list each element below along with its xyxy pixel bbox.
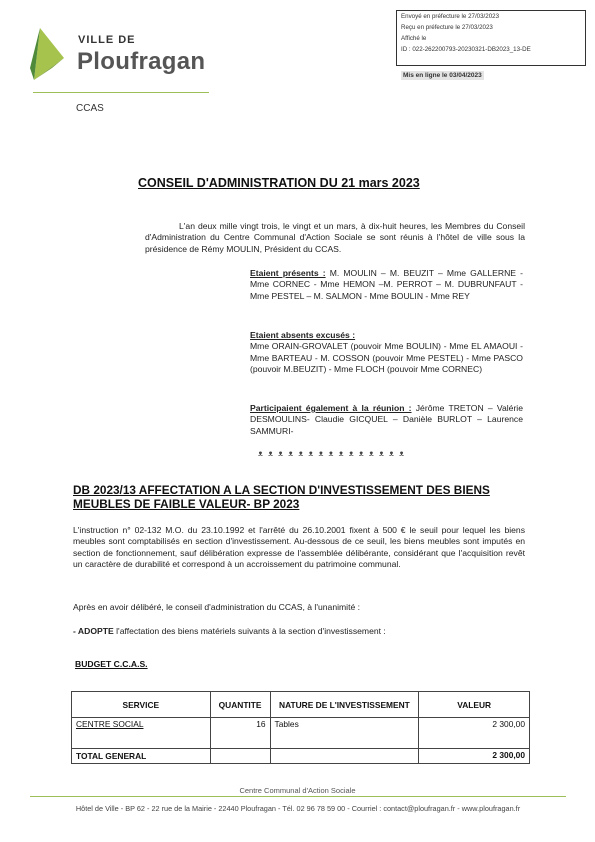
stamp-line-sent: Envoyé en préfecture le 27/03/2023: [401, 13, 500, 20]
footer-organization: Centre Communal d'Action Sociale: [239, 786, 356, 795]
ploufragan-logo-icon: [30, 28, 70, 84]
table-total-row: [72, 749, 530, 764]
logo-divider: [33, 92, 209, 93]
logo-ville-text: VILLE DE: [78, 34, 136, 46]
participants-section: [250, 403, 523, 437]
intro-paragraph: L'an deux mille vingt trois, le vingt et un mars, à dix-huit heures, les Membres du Conseil d'Administration du Centre Communal d'Action Sociale se sont réunis à l'hôtel de ville sous la présidence de Rémy MOULIN, Président du CCAS.: [145, 221, 525, 254]
participants-label: Participaient également à la réunion :: [250, 403, 412, 413]
deliberation-decision-intro: Après en avoir délibéré, le conseil d'administration du CCAS, à l'unanimité :: [73, 602, 361, 612]
total-label: TOTAL GENERAL: [72, 749, 211, 764]
total-empty-2: [270, 749, 419, 764]
deliberation-paragraph: L'instruction n° 02-132 M.O. du 23.10.1992 et l'arrêté du 26.10.2001 fixent à 500 € le seuil pour lequel les biens meubles sont comptabilisés en section d'investissement. Au-dessous de ce seuil, les biens meubles sont imputés en section de fonctionnement, sauf délibération expresse de l'assemblée délibérante, considérant que l'acquisition revêt un caractère de durabilité et correspond à un accroissement du patrimoine communal.: [73, 525, 525, 569]
presents-label: Etaient présents :: [250, 268, 326, 278]
stamp-line-posted: Affiché le: [401, 35, 427, 42]
footer-address: Hôtel de Ville - BP 62 - 22 rue de la Mairie - 22440 Ploufragan - Tél. 02 96 78 59 00 - Courriel : contact@ploufragan.fr - www.ploufragan.fr: [75, 804, 521, 813]
organization-label: CCAS: [76, 103, 104, 114]
footer-divider: [30, 796, 566, 797]
budget-label: BUDGET C.C.A.S.: [75, 659, 148, 669]
cell-service: CENTRE SOCIAL: [72, 718, 211, 749]
online-date: Mis en ligne le 03/04/2023: [403, 72, 482, 79]
prefecture-stamp: [396, 10, 586, 66]
stamp-line-id: ID : 022-262200793-20230321-DB2023_13-DE: [401, 46, 531, 53]
adopte-line: [73, 626, 525, 637]
absents-section: [250, 330, 523, 375]
table-header-row: [72, 692, 530, 718]
participants-text: Jérôme TRETON – Valérie DESMOULINS- Claudie GICQUEL – Danièle BURLOT – Laurence SAMMURI-: [250, 403, 523, 436]
header-nature: NATURE DE L'INVESTISSEMENT: [270, 692, 419, 718]
header-valeur: VALEUR: [419, 692, 530, 718]
logo-city-name: Ploufragan: [77, 48, 206, 75]
page-title: CONSEIL D'ADMINISTRATION DU 21 mars 2023: [138, 176, 420, 190]
header-quantite: QUANTITE: [210, 692, 270, 718]
absents-text: Mme ORAIN-GROVALET (pouvoir Mme BOULIN) - Mme EL AMAOUI - Mme BARTEAU - M. COSSON (pouvoir Mme PESTEL) - Mme PASCO (pouvoir M.BEUZIT) - Mme FLOCH (pouvoir Mme CORNEC): [250, 341, 523, 374]
header-service: SERVICE: [72, 692, 211, 718]
presents-text: M. MOULIN – M. BEUZIT – Mme GALLERNE - Mme CORNEC - Mme HEMON –M. PERROT – M. DUBRUNFAUT - Mme PESTEL – M. SALMON - Mme BOULIN - Mme REY: [250, 268, 523, 301]
cell-valeur: 2 300,00: [419, 718, 530, 749]
adopte-text: l'affectation des biens matériels suivants à la section d'investissement :: [113, 626, 386, 636]
table-row: [72, 718, 530, 749]
stamp-line-received: Reçu en préfecture le 27/03/2023: [401, 24, 493, 31]
ornament-divider: ᴥ ᴥ ᴥ ᴥ ᴥ ᴥ ᴥ ᴥ ᴥ ᴥ ᴥ ᴥ ᴥ ᴥ ᴥ: [258, 449, 406, 458]
total-empty-1: [210, 749, 270, 764]
total-value: 2 300,00: [419, 749, 530, 764]
presents-section: [250, 268, 523, 302]
deliberation-heading: DB 2023/13 AFFECTATION A LA SECTION D'INVESTISSEMENT DES BIENS MEUBLES DE FAIBLE VALEUR- BP 2023: [73, 483, 490, 511]
cell-quantite: 16: [210, 718, 270, 749]
absents-label: Etaient absents excusés :: [250, 330, 356, 340]
cell-nature: Tables: [270, 718, 419, 749]
investment-table: [71, 691, 530, 764]
adopte-label: - ADOPTE: [73, 626, 114, 636]
